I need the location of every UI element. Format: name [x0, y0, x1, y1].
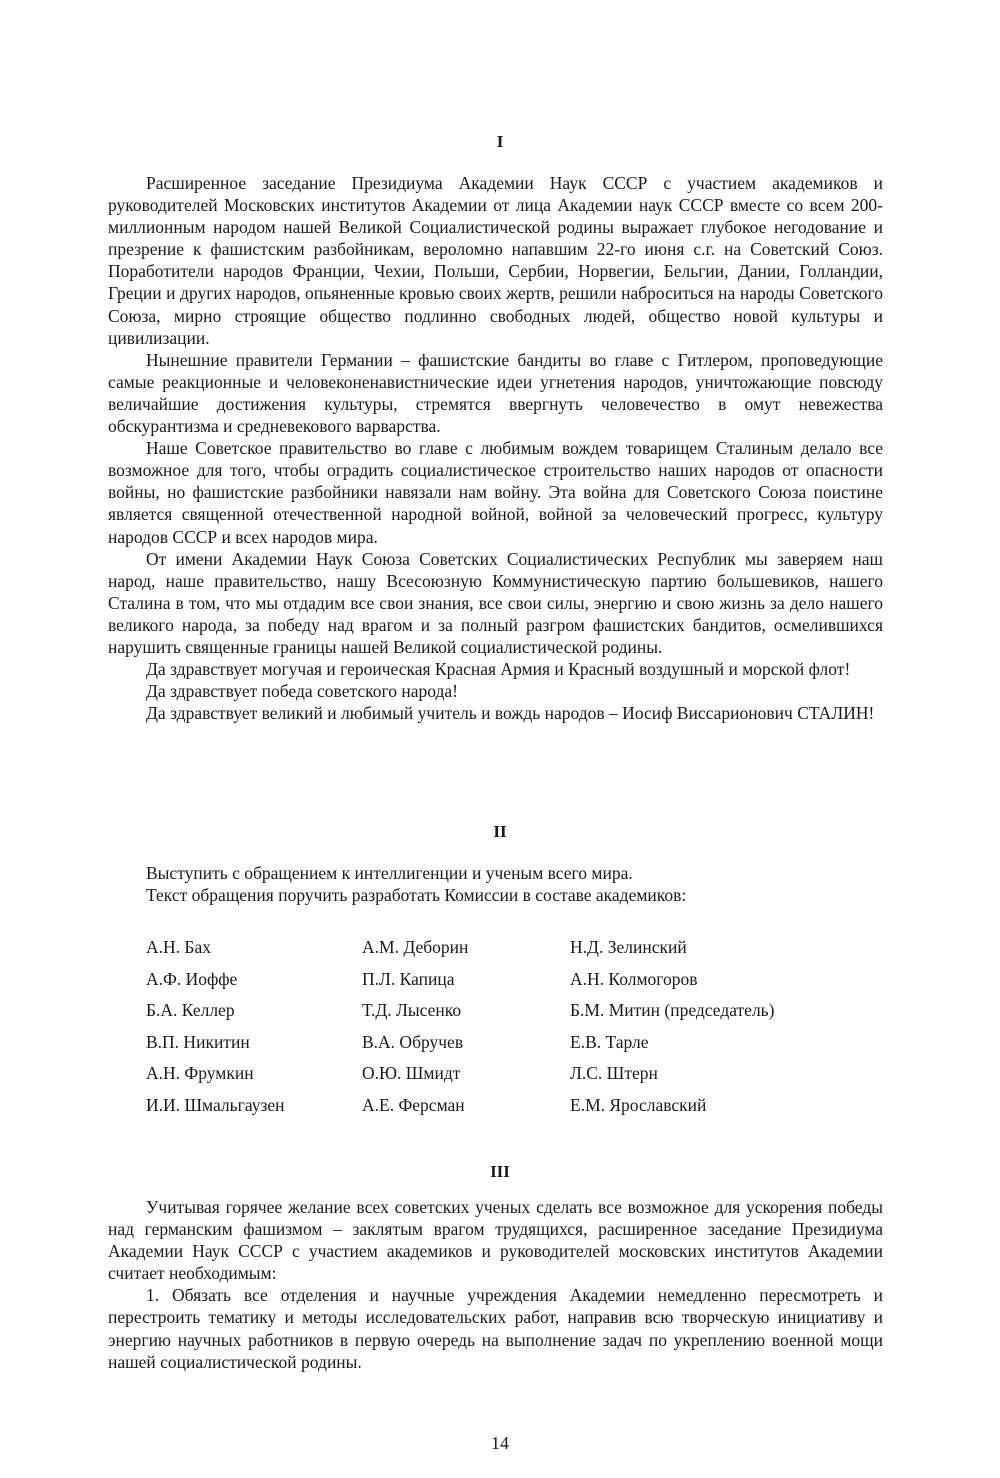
section-heading-2: II — [493, 822, 507, 841]
committee-member: И.И. Шмальгаузен — [146, 1094, 285, 1115]
section-3-body — [108, 1196, 883, 1373]
committee-member: В.А. Обручев — [362, 1031, 464, 1052]
paragraph: Наше Советское правительство во главе с любимым вождем товарищем Сталиным делало все возможное для того, чтобы оградить социалистическое строительство наших народов от опасности войны, но фашистские разбойники навязали нам войну. Эта война для Советского Союза поистине является священной отечественной народной войной, войной за человеческий прогресс, культуру народов СССР и всех народов мира. — [108, 438, 883, 547]
committee-row — [146, 998, 846, 1030]
committee-member: А.Н. Фрумкин — [146, 1063, 254, 1083]
committee-row — [146, 1093, 846, 1125]
committee-member: Н.Д. Зелинский — [570, 937, 687, 957]
paragraph: Текст обращения поручить разработать Комиссии в составе академиков: — [146, 885, 687, 906]
committee-member: О.Ю. Шмидт — [362, 1063, 461, 1083]
section-2-body — [108, 862, 883, 906]
committee-member: А.Ф. Иоффе — [146, 968, 238, 989]
paragraph: Выступить с обращением к интеллигенции и ученым всего мира. — [146, 863, 633, 883]
paragraph: Да здравствует великий и любимый учитель и вождь народов – Иосиф Виссарионович СТАЛИН! — [146, 703, 875, 724]
committee-list — [146, 935, 846, 1124]
page-number: 14 — [491, 1433, 509, 1453]
section-heading-1: I — [496, 132, 504, 151]
paragraph: 1. Обязать все отделения и научные учреждения Академии немедленно пересмотреть и перестроить тематику и методы исследовательских работ, направив всю творческую инициативу и энергию научных работников в первую очередь на выполнение задач по укреплению военной мощи нашей социалистической родины. — [108, 1285, 883, 1372]
paragraph: Нынешние правители Германии – фашистские бандиты во главе с Гитлером, проповедующие самые реакционные и человеконенавистнические идеи угнетения народов, уничтожающие повсюду величайшие достижения культуры, стремятся ввергнуть человечество в омут невежества обскурантизма и средневекового варварства. — [108, 349, 883, 437]
committee-member: Б.А. Келлер — [146, 1000, 235, 1020]
paragraph: Учитывая горячее желание всех советских ученых сделать все возможное для ускорения победы над германским фашизмом – заклятым врагом трудящихся, расширенное заседание Президиума Академии Наук СССР с участием академиков и руководителей московских институтов Академии считает необходимым: — [108, 1197, 883, 1284]
committee-member: А.М. Деборин — [362, 937, 469, 957]
committee-member: Т.Д. Лысенко — [362, 1000, 462, 1020]
committee-member: Е.В. Тарле — [570, 1031, 649, 1052]
paragraph: От имени Академии Наук Союза Советских Социалистических Республик мы заверяем наш народ, наше правительство, нашу Всесоюзную Коммунистическую партию большевиков, нашего Сталина в том, что мы отдадим все свои знания, все свои силы, энергию и свою жизнь за дело нашего великого народа, за победу над врагом и за полный разгром фашистских бандитов, осмелившихся нарушить священные границы нашей Великой социалистической родины. — [108, 548, 883, 657]
committee-row — [146, 967, 846, 999]
section-heading-3: III — [490, 1162, 510, 1181]
committee-member: А.Н. Колмогоров — [570, 968, 698, 989]
committee-member: В.П. Никитин — [146, 1031, 250, 1052]
paragraph: Да здравствует победа советского народа! — [146, 681, 458, 702]
committee-member: Б.М. Митин (председатель) — [570, 1000, 775, 1020]
committee-row — [146, 1030, 846, 1062]
committee-member: Е.М. Ярославский — [570, 1094, 707, 1115]
paragraph: Да здравствует могучая и героическая Красная Армия и Красный воздушный и морской флот! — [146, 659, 851, 680]
paragraph: Расширенное заседание Президиума Академии Наук СССР с участием академиков и руководителей Московских институтов Академии от лица Академии наук СССР вместе со всем 200-миллионным народом нашей Великой Социалистической родины выражает глубокое негодование и презрение к фашистским разбойникам, вероломно напавшим 22-го июня с.г. на Советский Союз. Поработители народов Франции, Чехии, Польши, Сербии, Норвегии, Бельгии, Дании, Голландии, Греции и других народов, опьяненные кровью своих жертв, решили наброситься на народы Советского Союза, мирно строящие общество подлинно свободных людей, общество новой культуры и цивилизации. — [108, 173, 883, 348]
committee-member: Л.С. Штерн — [570, 1063, 658, 1083]
committee-row — [146, 935, 846, 967]
section-1-body — [108, 172, 883, 724]
committee-member: П.Л. Капица — [362, 968, 455, 989]
committee-member: А.Е. Ферсман — [362, 1094, 465, 1115]
committee-member: А.Н. Бах — [146, 937, 211, 957]
committee-row — [146, 1061, 846, 1093]
